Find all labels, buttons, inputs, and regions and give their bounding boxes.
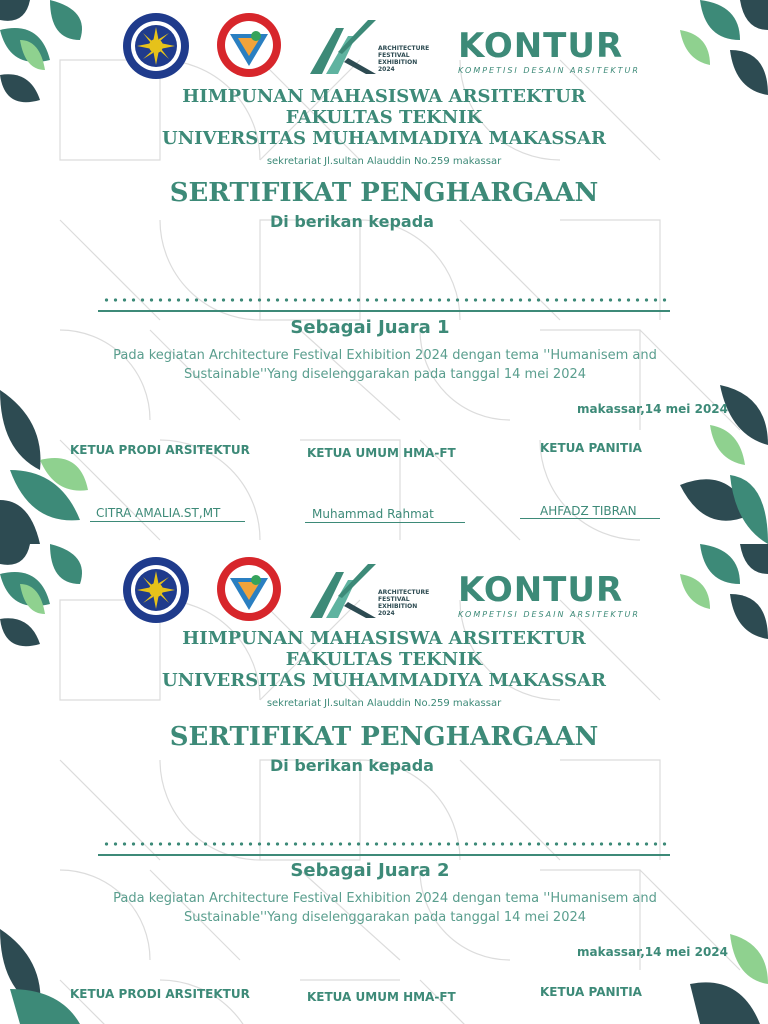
address: sekretariat Jl.sultan Alauddin No.259 makassar [266, 698, 502, 709]
given-to-label: Di berikan kepada [270, 212, 434, 231]
hma-logo [216, 12, 282, 78]
university-logo [122, 12, 190, 80]
org-line-1: HIMPUNAN MAHASISWA ARSITEKTUR [182, 628, 586, 649]
address: sekretariat Jl.sultan Alauddin No.259 makassar [266, 156, 502, 167]
afe-logo-mark [308, 562, 378, 620]
org-line-3: UNIVERSITAS MUHAMMADIYA MAKASSAR [162, 128, 606, 149]
description-line-1: Pada kegiatan Architecture Festival Exhibition 2024 dengan tema ''Humanisem and [113, 348, 657, 363]
afe-logo-text [378, 589, 429, 617]
afe-line: 2024 [378, 610, 395, 617]
afe-line: FESTIVAL [378, 596, 410, 603]
org-line-2: FAKULTAS TEKNIK [285, 107, 483, 128]
signatory-name-ketua-umum: Muhammad Rahmat [312, 507, 434, 521]
kontur-subtitle: KOMPETISI DESAIN ARSITEKTUR [458, 66, 640, 75]
issue-date: makassar,14 mei 2024 [577, 945, 728, 959]
afe-line: ARCHITECTURE [378, 589, 430, 596]
afe-logo-text [378, 45, 429, 73]
signatory-role-panitia: KETUA PANITIA [540, 985, 642, 999]
certificate-title: SERTIFIKAT PENGHARGAAN [169, 722, 599, 752]
kontur-subtitle: KOMPETISI DESAIN ARSITEKTUR [458, 610, 640, 619]
signatory-name-panitia: AHFADZ TIBRAN [540, 504, 637, 518]
description-line-2: Sustainable''Yang diselenggarakan pada tanggal 14 mei 2024 [183, 910, 587, 925]
signatory-role-ketua-umum: KETUA UMUM HMA-FT [307, 446, 456, 460]
hma-logo [216, 556, 282, 622]
signature-line [305, 522, 465, 523]
afe-line: EXHIBITION [378, 603, 418, 610]
certificate-title: SERTIFIKAT PENGHARGAAN [169, 178, 599, 208]
org-line-3: UNIVERSITAS MUHAMMADIYA MAKASSAR [162, 670, 606, 691]
signature-line [520, 518, 660, 519]
kontur-logo: KONTUR [458, 26, 624, 66]
leaf-decoration-left [0, 390, 90, 544]
issue-date: makassar,14 mei 2024 [577, 402, 728, 416]
leaf-decoration-left [0, 929, 90, 1024]
description-line-1: Pada kegiatan Architecture Festival Exhibition 2024 dengan tema ''Humanisem and [113, 891, 657, 906]
award-rank: Sebagai Juara 1 [290, 317, 450, 338]
signatory-role-panitia: KETUA PANITIA [540, 441, 642, 455]
description [60, 346, 710, 384]
award-rank: Sebagai Juara 2 [290, 860, 450, 881]
given-to-label: Di berikan kepada [270, 756, 434, 775]
signatory-role-prodi: KETUA PRODI ARSITEKTUR [70, 443, 250, 457]
name-dotted-line [102, 297, 667, 303]
description [60, 889, 710, 927]
signature-line [90, 521, 245, 522]
org-line-2: FAKULTAS TEKNIK [285, 649, 483, 670]
afe-line: 2024 [378, 66, 395, 73]
afe-line: ARCHITECTURE [378, 45, 430, 52]
name-underline [98, 854, 670, 856]
description-line-2: Sustainable''Yang diselenggarakan pada tanggal 14 mei 2024 [183, 367, 587, 382]
signatory-name-prodi: CITRA AMALIA.ST,MT [96, 506, 221, 520]
name-underline [98, 310, 670, 312]
kontur-logo: KONTUR [458, 570, 624, 610]
signatory-role-prodi: KETUA PRODI ARSITEKTUR [70, 987, 250, 1001]
afe-logo-mark [308, 18, 378, 76]
afe-line: EXHIBITION [378, 59, 418, 66]
org-line-1: HIMPUNAN MAHASISWA ARSITEKTUR [182, 86, 586, 107]
university-logo [122, 556, 190, 624]
certificate-2 [0, 544, 768, 1024]
afe-line: FESTIVAL [378, 52, 410, 59]
name-dotted-line [102, 841, 667, 847]
signatory-role-ketua-umum: KETUA UMUM HMA-FT [307, 990, 456, 1004]
